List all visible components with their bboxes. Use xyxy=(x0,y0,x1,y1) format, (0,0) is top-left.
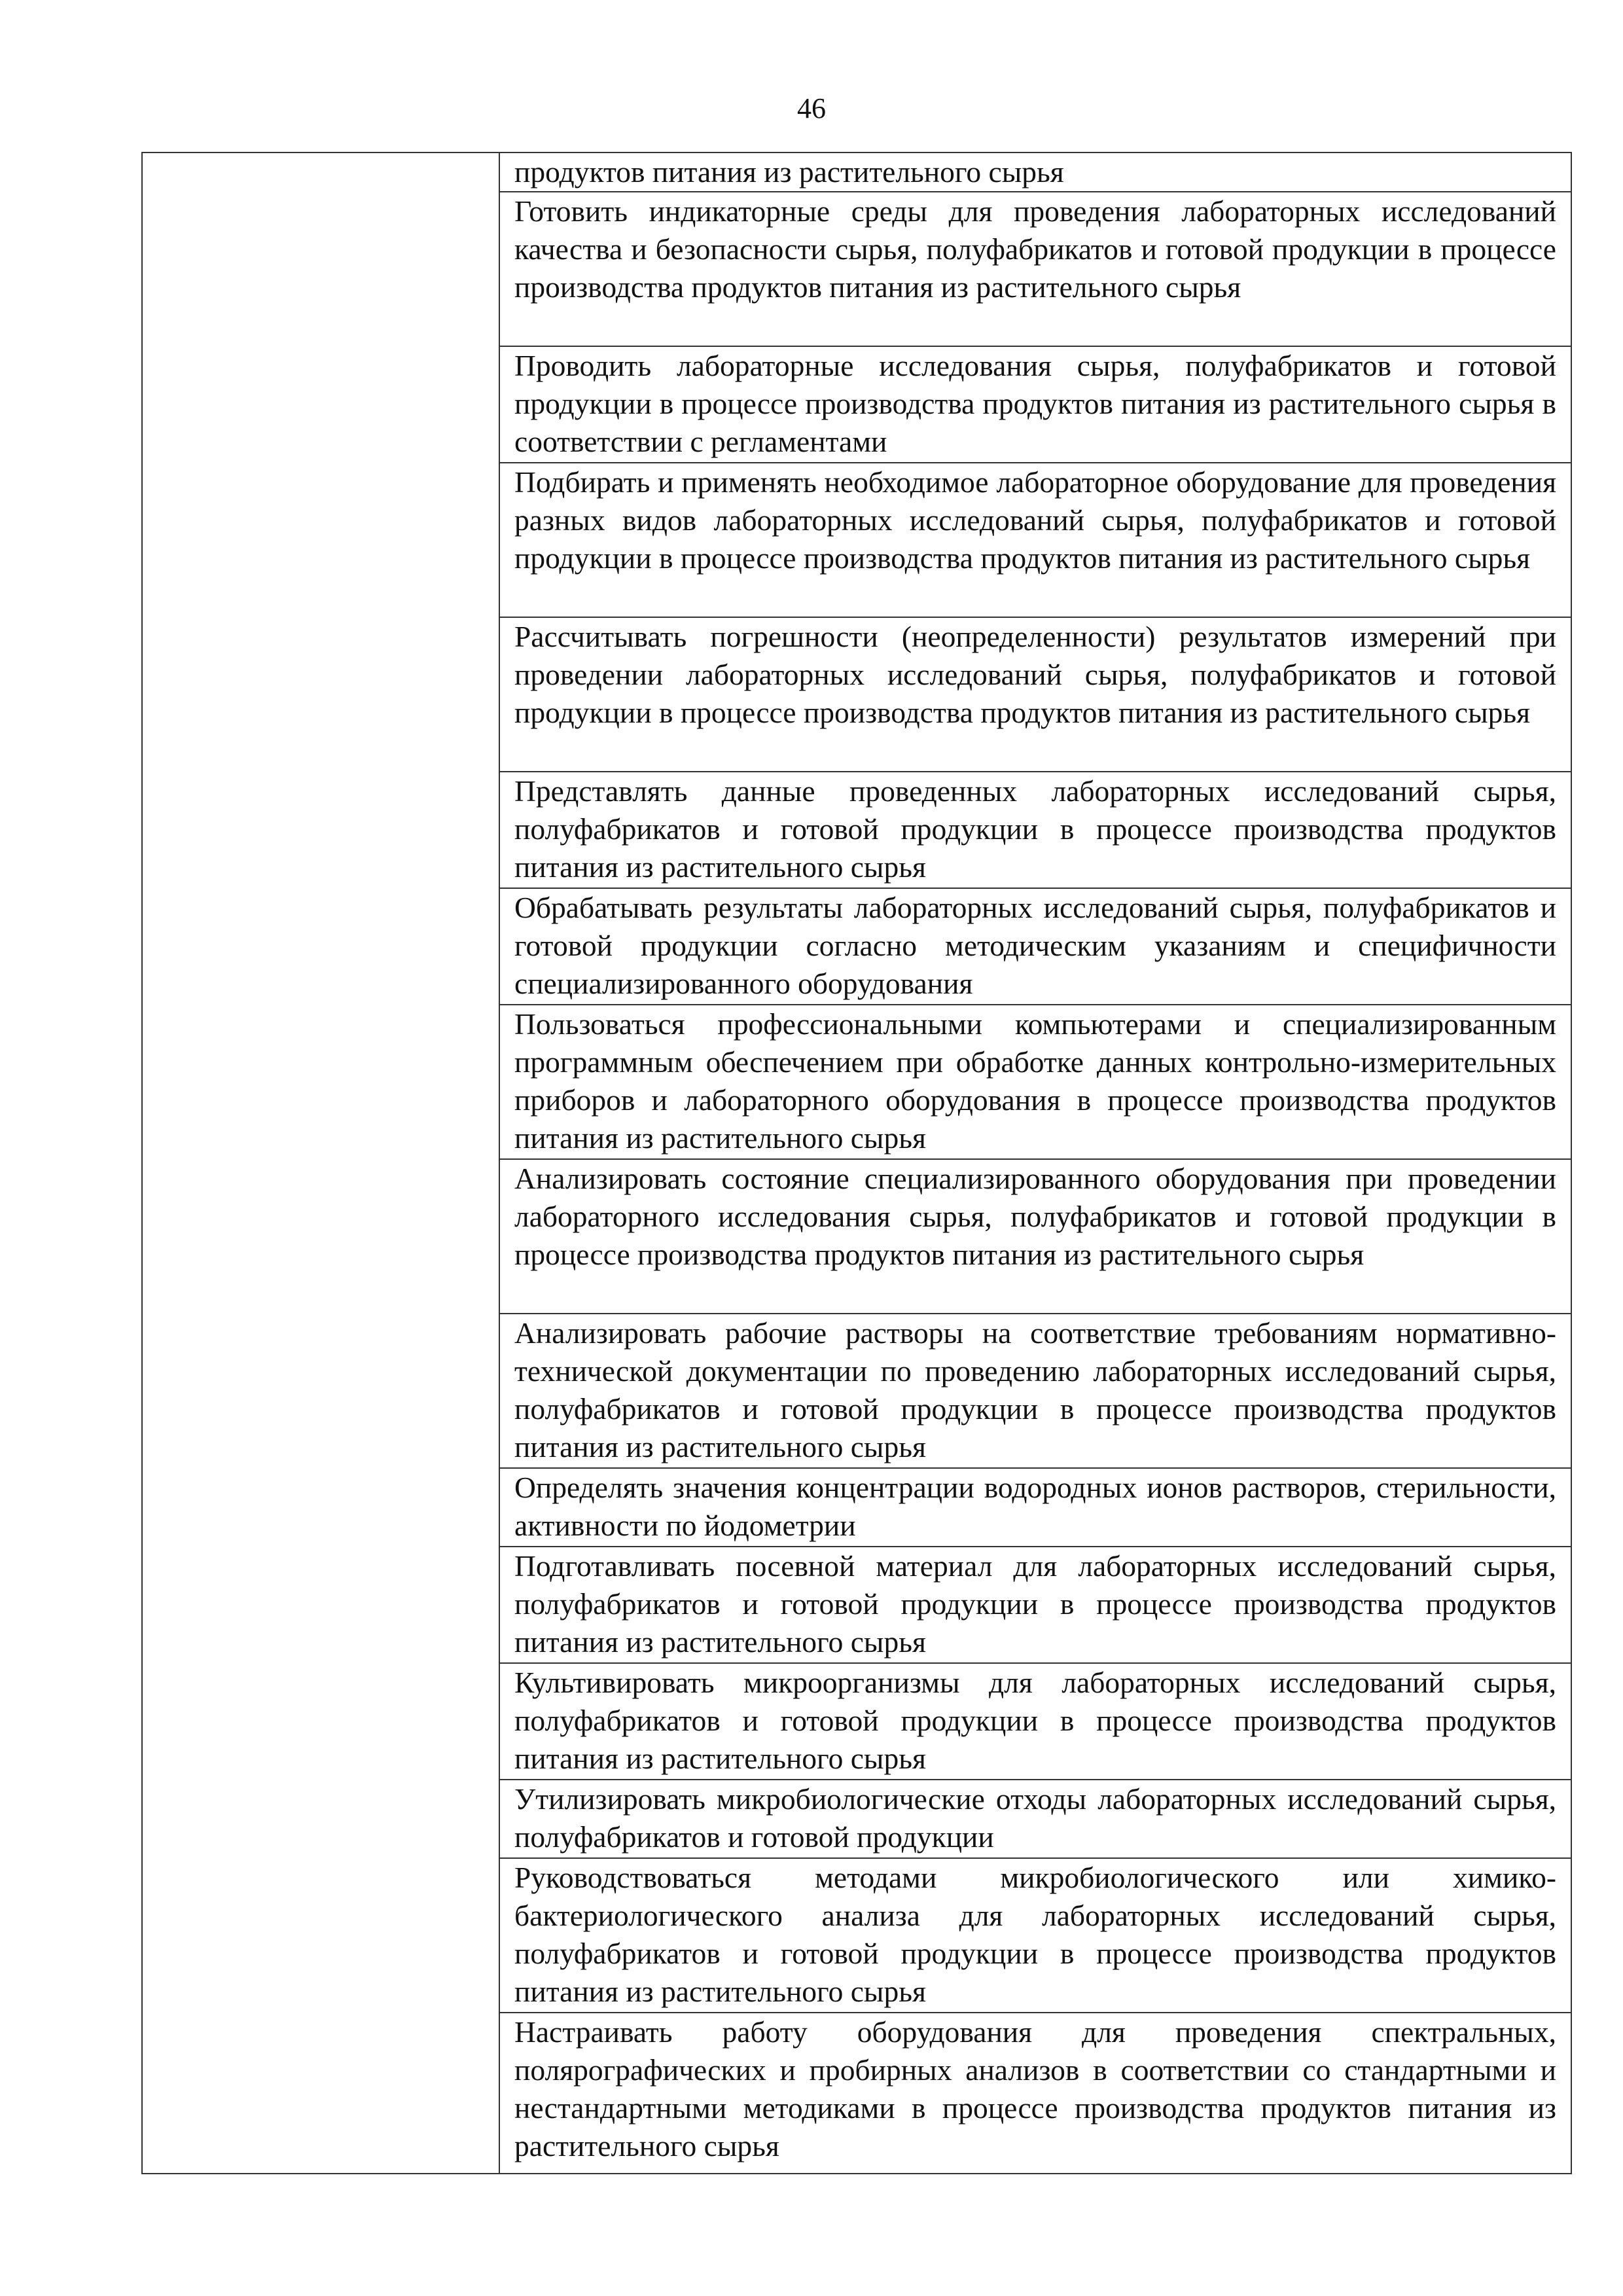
table-row: продуктов питания из растительного сырья xyxy=(500,153,1571,192)
table-row: Рассчитывать погрешности (неопределенности) результатов измерений при проведении лабораторных исследований сырья, полуфабрикатов и готовой продукции в процессе производства продуктов питания из растительного сырья xyxy=(500,618,1571,772)
table-right-column xyxy=(500,153,1571,2173)
table-row: Утилизировать микробиологические отходы лабораторных исследований сырья, полуфабрикатов и готовой продукции xyxy=(500,1780,1571,1859)
table-row: Подготавливать посевной материал для лабораторных исследований сырья, полуфабрикатов и готовой продукции в процессе производства продуктов питания из растительного сырья xyxy=(500,1547,1571,1664)
skills-table xyxy=(141,152,1572,2174)
table-row: Анализировать состояние специализированного оборудования при проведении лабораторного исследования сырья, полуфабрикатов и готовой продукции в процессе производства продуктов питания из растительного сырья xyxy=(500,1160,1571,1314)
table-row: Культивировать микроорганизмы для лабораторных исследований сырья, полуфабрикатов и готовой продукции в процессе производства продуктов питания из растительного сырья xyxy=(500,1664,1571,1780)
table-row: Готовить индикаторные среды для проведения лабораторных исследований качества и безопасности сырья, полуфабрикатов и готовой продукции в процессе производства продуктов питания из растительного сырья xyxy=(500,192,1571,347)
table-row: Настраивать работу оборудования для проведения спектральных, полярографических и пробирных анализов в соответствии со стандартными и нестандартными методиками в процессе производства продуктов питания из растительного сырья xyxy=(514,2015,1556,2162)
table-row: Руководствоваться методами микробиологического или химико-бактериологического анализа для лабораторных исследований сырья, полуфабрикатов и готовой продукции в процессе производства продуктов питания из растительного сырья xyxy=(500,1859,1571,2013)
table-row: Анализировать рабочие растворы на соответствие требованиям нормативно-технической документации по проведению лабораторных исследований сырья, полуфабрикатов и готовой продукции в процессе производства продуктов питания из растительного сырья xyxy=(500,1314,1571,1469)
page-number: 46 xyxy=(797,92,826,124)
table-row: Подбирать и применять необходимое лабораторное оборудование для проведения разных видов лабораторных исследований сырья, полуфабрикатов и готовой продукции в процессе производства продуктов питания из растительного сырья xyxy=(500,463,1571,618)
table-row: Представлять данные проведенных лабораторных исследований сырья, полуфабрикатов и готовой продукции в процессе производства продуктов питания из растительного сырья xyxy=(500,772,1571,889)
table-row: Пользоваться профессиональными компьютерами и специализированным программным обеспечением при обработке данных контрольно-измерительных приборов и лабораторного оборудования в процессе производства продуктов питания из растительного сырья xyxy=(500,1005,1571,1160)
table-left-cell xyxy=(143,153,500,2173)
table-row: Определять значения концентрации водородных ионов растворов, стерильности, активности по йодометрии xyxy=(500,1469,1571,1547)
table-row: Проводить лабораторные исследования сырья, полуфабрикатов и готовой продукции в процессе производства продуктов питания из растительного сырья в соответствии с регламентами xyxy=(500,347,1571,463)
table-row: Обрабатывать результаты лабораторных исследований сырья, полуфабрикатов и готовой продукции согласно методическим указаниям и специфичности специализированного оборудования xyxy=(500,889,1571,1005)
